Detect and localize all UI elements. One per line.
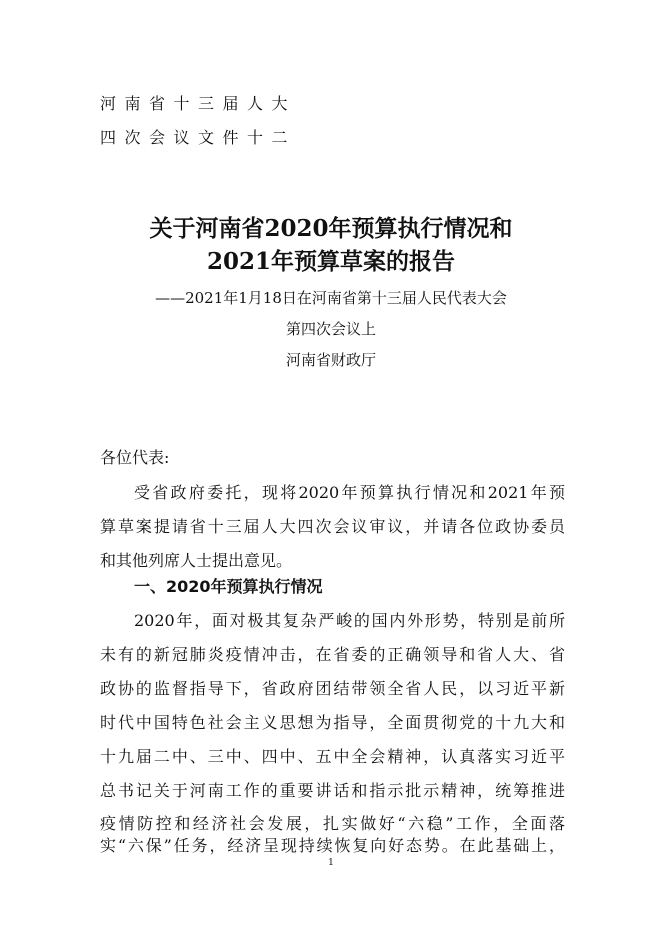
body-line-3: 政协的监督指导下，省政府团结带领全省人民，以习近平新: [100, 679, 565, 698]
body-line-5: 十九届二中、三中、四中、五中全会精神，认真落实习近平: [100, 747, 565, 766]
body-line-8: 实“六保”任务，经济呈现持续恢复向好态势。在此基础上，: [100, 836, 565, 855]
body-line-2: 未有的新冠肺炎疫情冲击，在省委的正确领导和省人大、省: [100, 645, 565, 664]
body-line-6: 总书记关于河南工作的重要讲话和指示批示精神，统筹推进: [100, 781, 565, 800]
report-title-line-2: 2021年预算草案的报告: [206, 248, 455, 275]
intro-line-2: 算草案提请省十三届人大四次会议审议，并请各位政协委员: [100, 517, 565, 536]
body-line-7: 疫情防控和经济社会发展，扎实做好“六稳”工作，全面落: [100, 814, 565, 833]
document-label-line-1: 河南省十三届人大: [100, 94, 297, 113]
report-date-venue: ——2021年1月18日在河南省第十三届人民代表大会: [155, 289, 507, 307]
report-title-line-1: 关于河南省2020年预算执行情况和: [149, 215, 513, 242]
report-session: 第四次会议上: [285, 320, 376, 338]
section-heading: 一、2020年预算执行情况: [134, 577, 323, 596]
document-label-line-2: 四次会议文件十二: [100, 128, 297, 147]
salutation: 各位代表:: [100, 448, 170, 467]
report-author: 河南省财政厅: [285, 351, 376, 369]
body-line-1: 2020年，面对极其复杂严峻的国内外形势，特别是前所: [134, 611, 565, 630]
intro-line-3: 和其他列席人士提出意见。: [100, 551, 293, 570]
intro-line-1: 受省政府委托，现将2020年预算执行情况和2021年预: [134, 483, 565, 502]
body-line-4: 时代中国特色社会主义思想为指导，全面贯彻党的十九大和: [100, 713, 565, 732]
page-number: 1: [328, 858, 334, 868]
